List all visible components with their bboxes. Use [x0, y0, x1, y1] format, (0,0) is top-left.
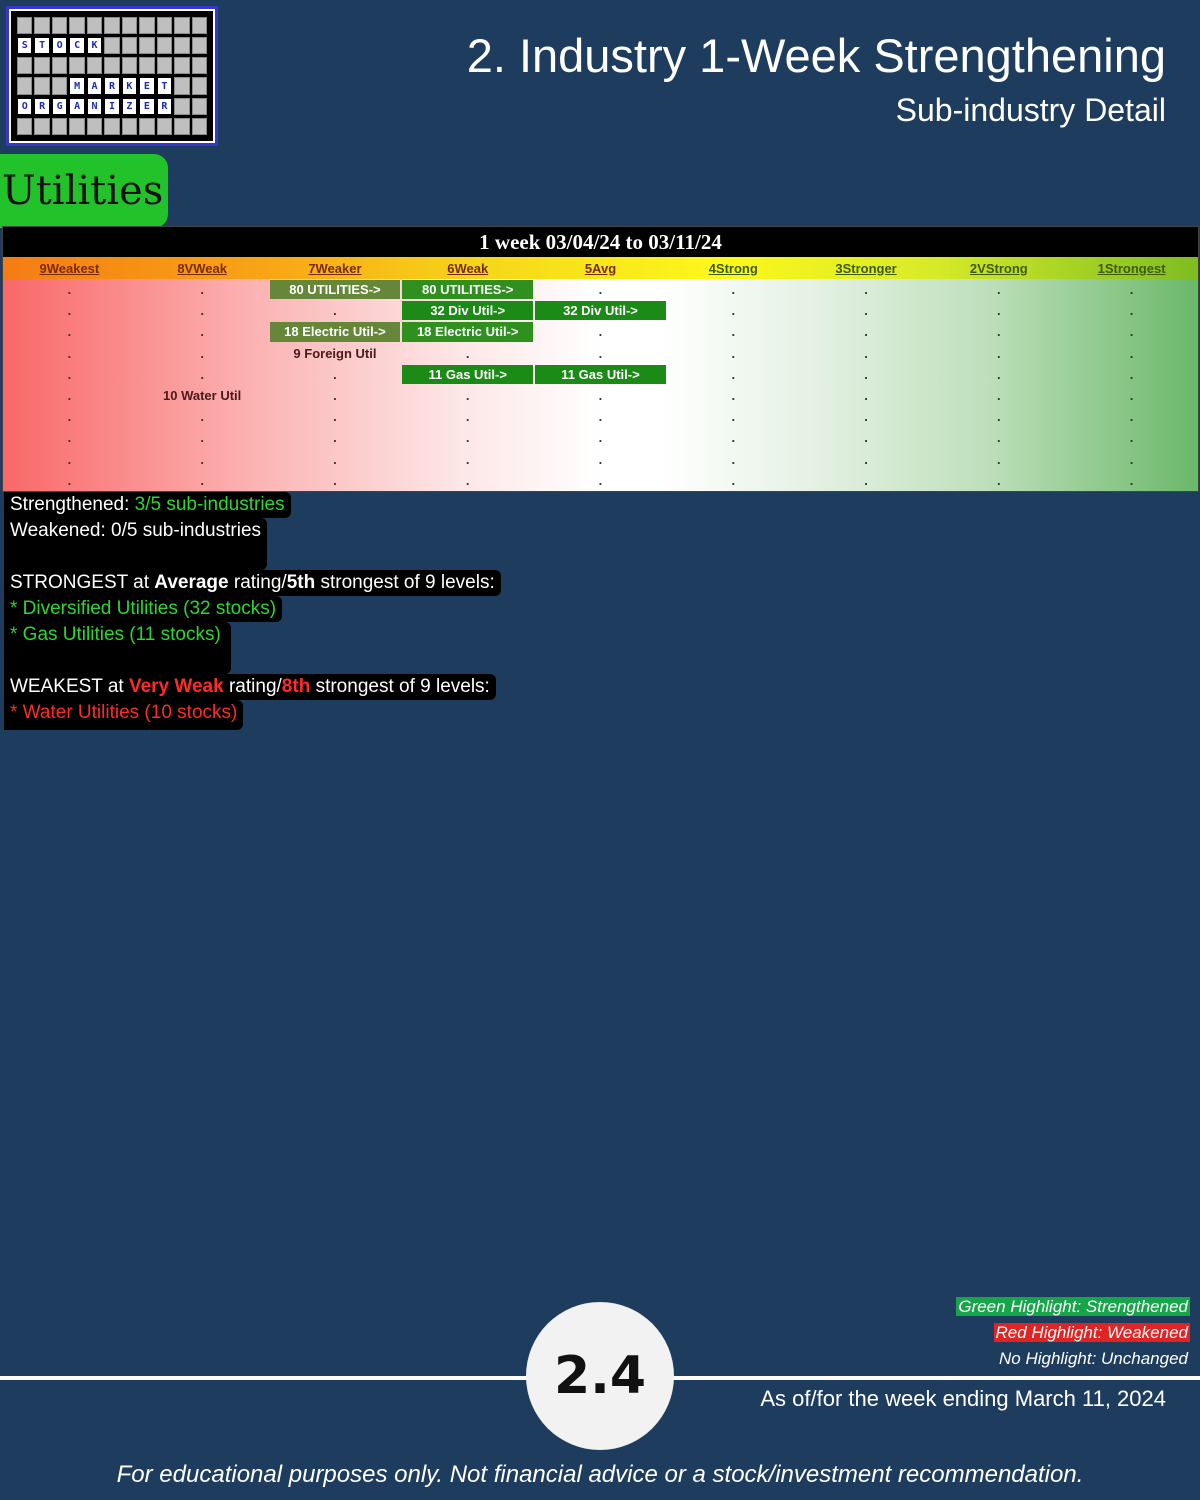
grid-cell-empty: .: [465, 451, 470, 467]
logo-cell: [52, 17, 67, 34]
grid-cell-empty: .: [465, 409, 470, 425]
logo-cell: A: [69, 98, 84, 115]
logo-cell: [174, 98, 189, 115]
logo-cell: [122, 57, 137, 74]
grid-cell-subindustry: 9 Foreign Util: [293, 345, 377, 361]
logo-cell: O: [52, 37, 67, 54]
logo-cell: R: [104, 77, 119, 94]
level-header: 2VStrong: [969, 260, 1028, 276]
logo-cell: [34, 77, 49, 94]
grid-cell-empty: .: [333, 366, 337, 382]
grid-cell-empty: .: [200, 324, 204, 340]
page-subtitle: Sub-industry Detail: [895, 92, 1166, 128]
grid-cell-empty: .: [1129, 472, 1134, 488]
logo-cell: [104, 17, 119, 34]
strongest-prefix: STRONGEST at: [10, 572, 155, 593]
weakest-heading: [4, 674, 496, 700]
grid-cell-empty: .: [997, 388, 1001, 404]
grid-cell-empty: .: [465, 345, 470, 361]
grid-cell-empty: .: [1129, 388, 1134, 404]
grid-cell-empty: .: [997, 345, 1001, 361]
logo-cell: [69, 17, 84, 34]
grid-cell-empty: .: [333, 409, 337, 425]
logo-cell: T: [157, 77, 172, 94]
strengthened-value: 3/5 sub-industries: [134, 494, 285, 515]
grid-cell-empty: .: [731, 345, 736, 361]
weakest-rank: 8th: [281, 676, 311, 697]
grid-cell-empty: .: [598, 282, 603, 298]
grid-cell-empty: .: [333, 451, 337, 467]
grid-cell-empty: .: [864, 303, 868, 319]
rating-grid: [2, 226, 1199, 492]
grid-cell-empty: .: [598, 324, 603, 340]
grid-cell-empty: .: [200, 451, 204, 467]
strongest-suffix: strongest of 9 levels:: [315, 572, 495, 593]
level-header: 7Weaker: [308, 260, 362, 276]
weakest-item: * Water Utilities (10 stocks): [4, 700, 243, 730]
grid-cell-empty: .: [598, 388, 603, 404]
grid-cell-empty: .: [598, 472, 603, 488]
legend-none: No Highlight: Unchanged: [998, 1349, 1188, 1368]
grid-cell-empty: .: [200, 282, 204, 298]
grid-cell-empty: .: [598, 430, 603, 446]
grid-cell-empty: .: [200, 366, 204, 382]
grid-cell-empty: .: [731, 472, 736, 488]
logo-cell: [174, 118, 189, 135]
stock-market-organizer-logo: [8, 8, 216, 144]
logo-row: [17, 98, 207, 115]
level-header: 9Weakest: [39, 260, 100, 276]
logo-cell: T: [34, 37, 49, 54]
grid-cell-subindustry: 18 Electric Util->: [402, 322, 533, 341]
grid-cell-empty: .: [731, 324, 736, 340]
logo-cell: [87, 118, 102, 135]
logo-cell: O: [17, 98, 32, 115]
logo-cell: [52, 77, 67, 94]
logo-row: [17, 118, 207, 135]
logo-cell: [17, 57, 32, 74]
grid-cell-empty: .: [731, 451, 736, 467]
disclaimer: For educational purposes only. Not financial advice or a stock/investment recommendation.: [116, 1461, 1084, 1488]
logo-row: [17, 57, 207, 74]
strongest-item: * Diversified Utilities (32 stocks): [4, 596, 282, 622]
weakest-prefix: WEAKEST at: [10, 676, 129, 697]
logo-cell: [157, 37, 172, 54]
grid-cell-empty: .: [731, 282, 736, 298]
logo-cell: I: [104, 98, 119, 115]
weakened-summary: Weakened: 0/5 sub-industries: [4, 518, 267, 570]
grid-cell-empty: .: [67, 388, 72, 404]
logo-cell: S: [17, 37, 32, 54]
logo-cell: [17, 17, 32, 34]
weakest-rating: Very Weak: [128, 676, 224, 697]
grid-cell-empty: .: [333, 388, 337, 404]
logo-cell: [157, 17, 172, 34]
grid-cell-empty: .: [67, 324, 72, 340]
weakest-mid: rating/: [223, 676, 282, 697]
logo-row: [17, 17, 207, 34]
logo-cell: [139, 118, 154, 135]
grid-cell-empty: .: [731, 409, 736, 425]
logo-cell: [52, 57, 67, 74]
logo-cell: [104, 118, 119, 135]
strongest-mid: rating/: [228, 572, 287, 593]
level-header: 1Strongest: [1097, 260, 1166, 276]
logo-cell: [69, 57, 84, 74]
grid-cell-empty: .: [864, 324, 868, 340]
strongest-heading: [4, 570, 501, 596]
logo-cell: [34, 118, 49, 135]
grid-cell-subindustry: 18 Electric Util->: [270, 322, 401, 341]
logo-cell: [139, 37, 154, 54]
logo-cell: Z: [122, 98, 137, 115]
grid-cell-empty: .: [67, 430, 72, 446]
logo-cell: [17, 77, 32, 94]
strongest-rating: Average: [154, 572, 229, 593]
logo-cell: [174, 77, 189, 94]
grid-cell-subindustry: 10 Water Util: [163, 388, 242, 404]
grid-cell-empty: .: [864, 472, 868, 488]
grid-cell-empty: .: [731, 430, 736, 446]
weakest-suffix: strongest of 9 levels:: [310, 676, 490, 697]
logo-cell: [87, 17, 102, 34]
grid-cell-empty: .: [1129, 366, 1134, 382]
grid-cell-subindustry: 32 Div Util->: [402, 301, 533, 320]
grid-cell-empty: .: [1129, 303, 1134, 319]
grid-cell-empty: .: [200, 472, 204, 488]
grid-cell-empty: .: [997, 324, 1001, 340]
grid-cell-empty: .: [598, 451, 603, 467]
logo-cell: [192, 98, 207, 115]
logo-cell: N: [87, 98, 102, 115]
grid-body: [3, 279, 1198, 491]
logo-cell: [139, 57, 154, 74]
logo-cell: [87, 57, 102, 74]
grid-cell-subindustry: 80 UTILITIES->: [402, 280, 533, 299]
grid-cell-empty: .: [67, 345, 72, 361]
strongest-rank: 5th: [286, 572, 316, 593]
logo-cell: [139, 17, 154, 34]
grid-cell-empty: .: [67, 472, 72, 488]
grid-cell-empty: .: [333, 430, 337, 446]
logo-cell: [192, 17, 207, 34]
grid-cell-empty: .: [1129, 345, 1134, 361]
as-of-date: As of/for the week ending March 11, 2024: [760, 1386, 1166, 1411]
logo-cell: R: [157, 98, 172, 115]
logo-cell: [174, 37, 189, 54]
grid-cell-empty: .: [864, 366, 868, 382]
grid-cell-empty: .: [864, 430, 868, 446]
level-header: 5Avg: [584, 260, 617, 276]
logo-cell: [192, 57, 207, 74]
logo-cell: R: [34, 98, 49, 115]
grid-cell-empty: .: [465, 472, 470, 488]
grid-cell-empty: .: [67, 303, 72, 319]
logo-cell: A: [87, 77, 102, 94]
sector-tag: Utilities: [0, 154, 168, 228]
logo-cell: [104, 37, 119, 54]
logo-cell: [17, 118, 32, 135]
grid-cell-empty: .: [598, 409, 603, 425]
logo-cell: [192, 77, 207, 94]
grid-cell-empty: .: [200, 409, 204, 425]
grid-period-header: 1 week 03/04/24 to 03/11/24: [3, 227, 1198, 257]
level-header-row: [3, 257, 1198, 279]
grid-cell-empty: .: [864, 388, 868, 404]
grid-cell-empty: .: [200, 430, 204, 446]
grid-cell-empty: .: [465, 430, 470, 446]
legend-red: Red Highlight: Weakened: [995, 1323, 1188, 1342]
level-header: 8VWeak: [177, 260, 227, 276]
legend-green: Green Highlight: Strengthened: [958, 1297, 1188, 1316]
grid-cell-empty: .: [864, 282, 868, 298]
grid-cell-empty: .: [200, 345, 204, 361]
logo-cell: [122, 118, 137, 135]
grid-cell-empty: .: [1129, 409, 1134, 425]
grid-cell-empty: .: [598, 345, 603, 361]
grid-cell-empty: .: [333, 303, 337, 319]
level-header: 3Stronger: [835, 260, 897, 276]
logo-cell: [104, 57, 119, 74]
strengthened-label: Strengthened:: [10, 494, 135, 515]
logo-row: [17, 37, 207, 54]
grid-cell-empty: .: [333, 472, 337, 488]
grid-cell-empty: .: [997, 472, 1001, 488]
grid-cell-empty: .: [731, 303, 736, 319]
grid-cell-empty: .: [1129, 282, 1134, 298]
grid-cell-empty: .: [1129, 430, 1134, 446]
logo-cell: K: [122, 77, 137, 94]
logo-row: [17, 77, 207, 94]
grid-cell-empty: .: [997, 451, 1001, 467]
logo-cell: M: [69, 77, 84, 94]
logo-cell: G: [52, 98, 67, 115]
logo-cell: [34, 57, 49, 74]
logo-cell: [122, 17, 137, 34]
grid-cell-empty: .: [67, 366, 72, 382]
grid-cell-subindustry: 11 Gas Util->: [402, 365, 533, 384]
logo-cell: [174, 57, 189, 74]
strongest-item: * Gas Utilities (11 stocks): [4, 622, 231, 674]
page-title: 2. Industry 1-Week Strengthening: [466, 29, 1166, 82]
grid-cell-empty: .: [997, 430, 1001, 446]
grid-cell-empty: .: [731, 388, 736, 404]
logo-cell: C: [69, 37, 84, 54]
logo-cell: [157, 118, 172, 135]
grid-cell-empty: .: [997, 409, 1001, 425]
grid-cell-empty: .: [864, 409, 868, 425]
grid-cell-empty: .: [67, 451, 72, 467]
level-header: 4Strong: [708, 260, 758, 276]
logo-cell: [192, 118, 207, 135]
grid-cell-empty: .: [997, 366, 1001, 382]
logo-cell: E: [139, 98, 154, 115]
logo-cell: [52, 118, 67, 135]
grid-cell-empty: .: [1129, 324, 1134, 340]
logo-cell: E: [139, 77, 154, 94]
grid-cell-empty: .: [67, 409, 72, 425]
logo-cell: [174, 17, 189, 34]
grid-cell-subindustry: 32 Div Util->: [535, 301, 666, 320]
logo-cell: [157, 57, 172, 74]
grid-cell-empty: .: [997, 303, 1001, 319]
grid-cell-empty: .: [864, 451, 868, 467]
grid-cell-empty: .: [67, 282, 72, 298]
grid-cell-empty: .: [465, 388, 470, 404]
grid-cell-empty: .: [997, 282, 1001, 298]
logo-cell: [122, 37, 137, 54]
grid-cell-empty: .: [864, 345, 868, 361]
logo-cell: [192, 37, 207, 54]
grid-cell-empty: .: [1129, 451, 1134, 467]
grid-cell-subindustry: 80 UTILITIES->: [270, 280, 401, 299]
grid-cell-subindustry: 11 Gas Util->: [535, 365, 666, 384]
page-number: 2.4: [526, 1302, 674, 1450]
grid-cell-empty: .: [200, 303, 204, 319]
strengthened-summary: [4, 492, 291, 518]
logo-cell: [69, 118, 84, 135]
level-header: 6Weak: [447, 260, 489, 276]
logo-cell: K: [87, 37, 102, 54]
logo-cell: [34, 17, 49, 34]
grid-cell-empty: .: [731, 366, 736, 382]
